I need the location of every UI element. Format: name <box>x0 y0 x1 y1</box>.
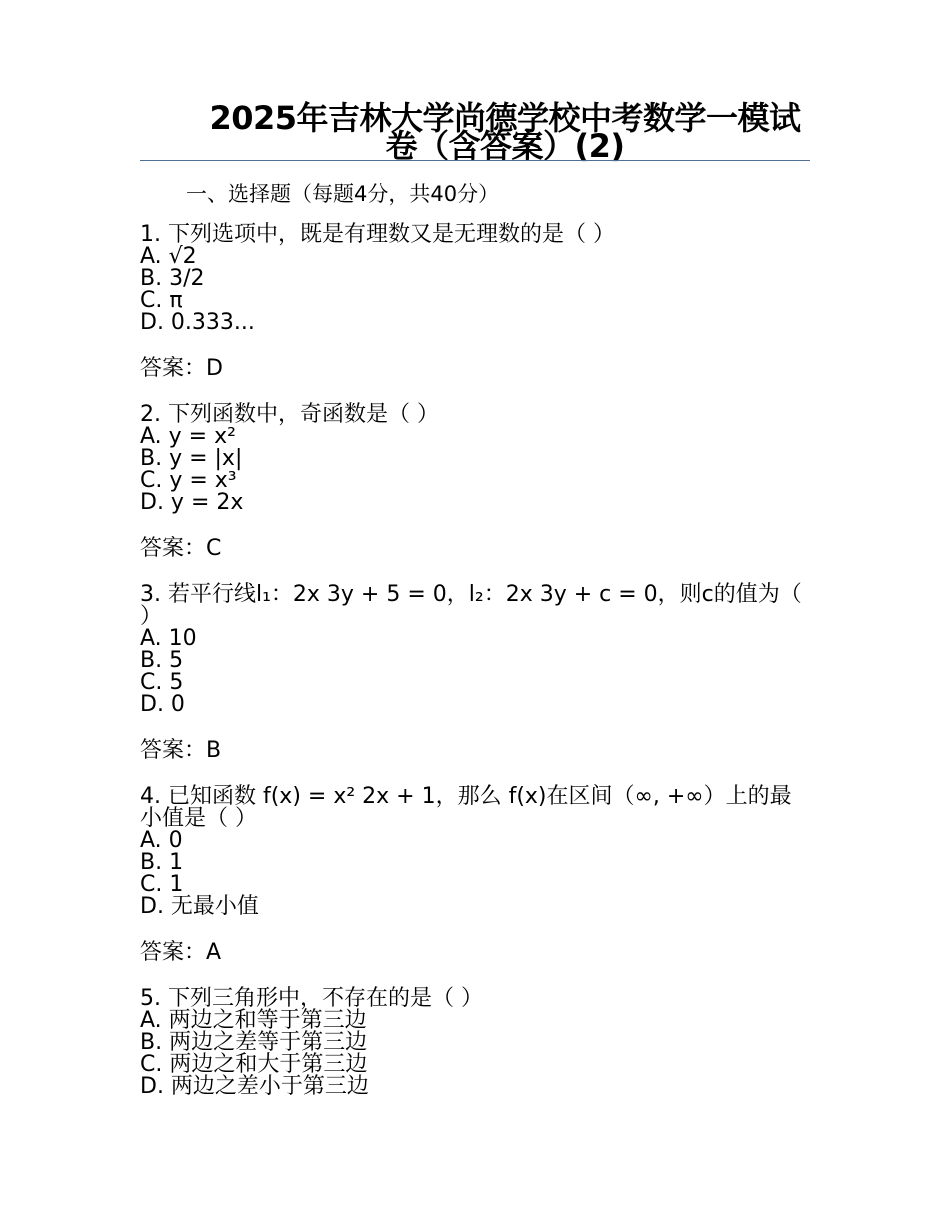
answer <box>140 358 820 380</box>
answer <box>140 740 820 762</box>
option-b: B. 5 <box>140 648 184 673</box>
option-c: C. 1 <box>140 872 184 897</box>
option-b: B. 两边之差等于第三边 <box>140 1030 368 1055</box>
answer-value: D <box>206 356 223 381</box>
question-text: 3. 若平行线l₁：2x 3y + 5 = 0，l₂：2x 3y + c = 0，则c的值为（ ） <box>140 582 802 629</box>
option-d: D. 0 <box>140 692 185 717</box>
option-d: D. y = 2x <box>140 490 244 515</box>
question-text: 4. 已知函数 f(x) = x² 2x + 1，那么 f(x)在区间（∞, +∞）上的最小值是（ ） <box>140 784 792 831</box>
answer <box>140 942 820 964</box>
question-5 <box>140 988 820 1098</box>
answer-label: 答案： <box>140 356 207 381</box>
answer-label: 答案： <box>140 738 207 763</box>
option-d: D. 两边之差小于第三边 <box>140 1074 369 1099</box>
option-a: A. 10 <box>140 626 197 651</box>
section-heading: 一、选择题（每题4分，共40分） <box>186 182 500 206</box>
option-c: C. 两边之和大于第三边 <box>140 1052 368 1077</box>
option-b: B. 1 <box>140 850 184 875</box>
question-1 <box>140 224 820 380</box>
option-a: A. y = x² <box>140 424 236 449</box>
option-a: A. √2 <box>140 244 197 269</box>
answer-label: 答案： <box>140 940 207 965</box>
answer <box>140 538 820 560</box>
option-b: B. y = |x| <box>140 446 243 471</box>
option-d: D. 无最小值 <box>140 894 259 919</box>
answer-value: A <box>206 940 222 965</box>
question-text: 2. 下列函数中，奇函数是（ ） <box>140 402 439 427</box>
question-2 <box>140 404 820 560</box>
question-4 <box>140 786 820 964</box>
option-a: A. 两边之和等于第三边 <box>140 1008 367 1033</box>
answer-label: 答案： <box>140 536 207 561</box>
question-text: 5. 下列三角形中，不存在的是（ ） <box>140 986 483 1011</box>
option-c: C. y = x³ <box>140 468 237 493</box>
option-c: C. 5 <box>140 670 184 695</box>
answer-value: C <box>206 536 222 561</box>
option-a: A. 0 <box>140 828 183 853</box>
question-3 <box>140 584 820 762</box>
option-b: B. 3/2 <box>140 266 205 291</box>
document-title: 2025年吉林大学尚德学校中考数学一模试卷（含答案）(2) <box>209 99 801 165</box>
question-text: 1. 下列选项中，既是有理数又是无理数的是（ ） <box>140 222 615 247</box>
option-d: D. 0.333... <box>140 310 255 335</box>
answer-value: B <box>206 738 222 763</box>
question-list <box>140 224 820 1122</box>
option-c: C. π <box>140 288 183 313</box>
title-divider <box>140 160 810 161</box>
